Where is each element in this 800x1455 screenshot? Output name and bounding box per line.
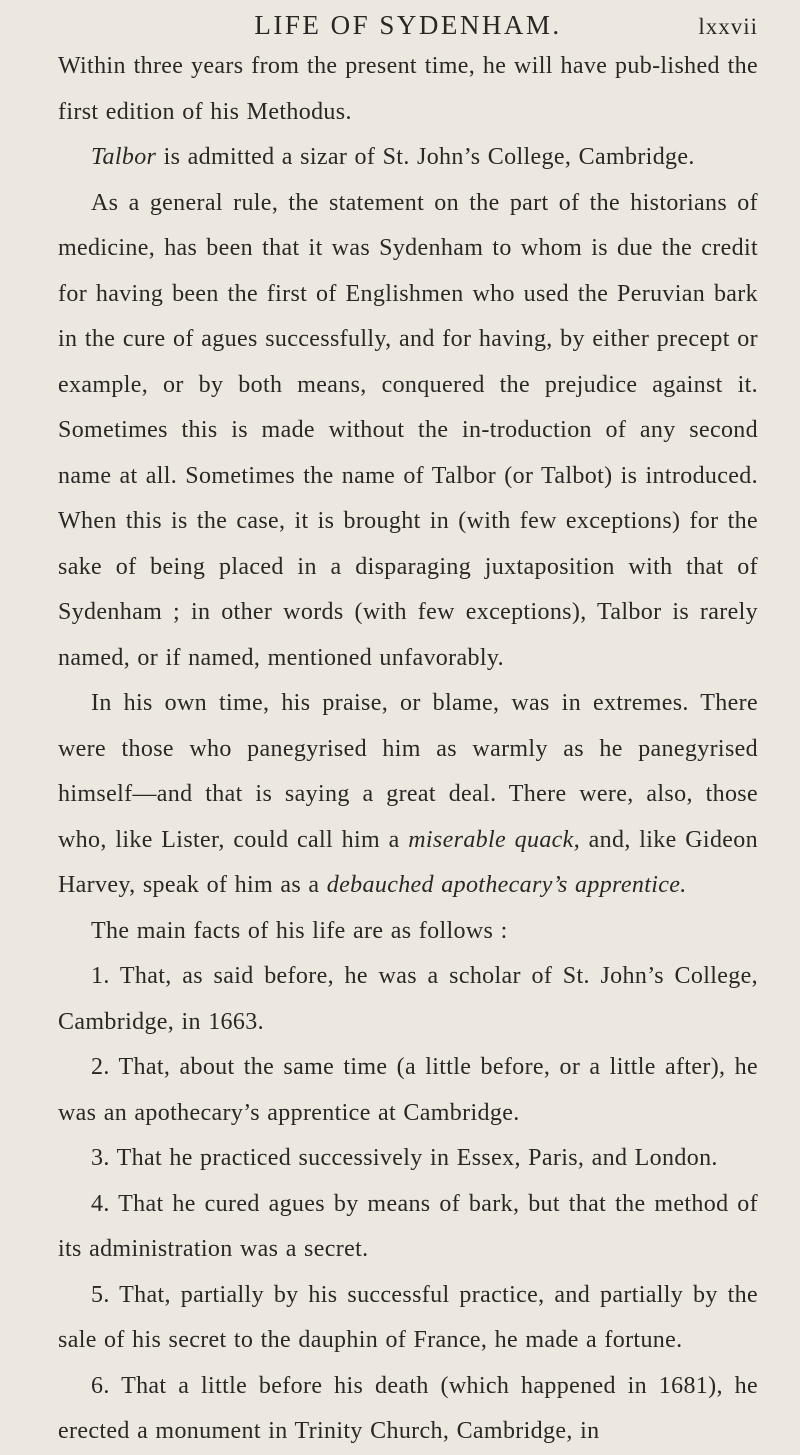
list-item: 6. That a little before his death (which happened in 1681), he erected a monument in Trinity Church, Cambridge, in: [58, 1372, 758, 1444]
page-number: lxxvii: [698, 14, 758, 39]
paragraph: As a general rule, the statement on the part of the historians of medicine, has been that it was Sydenham to whom is due the credit for having been the first of Englishmen who used the Peruvian bark in the cure of agues successfully, and for having, by either precept or example, or by both means, conquered the prejudice against it. Sometimes this is made without the in-troduction of any second name at all. Sometimes the name of Talbor (or Talbot) is introduced. When this is the case, it is brought in (with few exceptions) for the sake of being placed in a disparaging juxtaposition with that of Sydenham ; in other words (with few exceptions), Talbor is rarely named, or if named, mentioned unfavorably.: [58, 189, 758, 671]
italic-name: Talbor: [91, 144, 157, 170]
paragraph: The main facts of his life are as follows :: [91, 917, 508, 944]
paragraph: Talbor is admitted a sizar of St. John’s College, Cambridge.: [91, 144, 695, 170]
italic-quote: debauched apothecary’s apprentice.: [326, 872, 687, 898]
paragraph: In his own time, his praise, or blame, was in extremes. There were those who panegyrised him as warmly as he panegyrised himself—and that is saying a great deal. There were, also, those who, like Lister, could call him a miserable quack, and, like Gideon Harvey, speak of him as a debauched apothecary’s apprentice.: [58, 690, 759, 898]
italic-quote: miserable quack: [408, 826, 574, 853]
paragraph: Within three years from the present time, he will have pub-lished the first edition of his Methodus.: [58, 53, 758, 125]
list-item: 5. That, partially by his successful practice, and partially by the sale of his secret to the dauphin of France, he made a fortune.: [58, 1281, 758, 1353]
running-head: [58, 0, 758, 44]
list-item: 1. That, as said before, he was a scholar of St. John’s College, Cambridge, in 1663.: [58, 963, 758, 1035]
running-title: LIFE OF SYDENHAM.: [254, 10, 562, 40]
list-item: 3. That he practiced successively in Essex, Paris, and London.: [91, 1145, 718, 1171]
list-item: 4. That he cured agues by means of bark, but that the method of its administration was a secret.: [58, 1190, 758, 1262]
body-text: [58, 44, 758, 1455]
list-item: 2. That, about the same time (a little before, or a little after), he was an apothecary’s apprentice at Cambridge.: [58, 1054, 758, 1126]
